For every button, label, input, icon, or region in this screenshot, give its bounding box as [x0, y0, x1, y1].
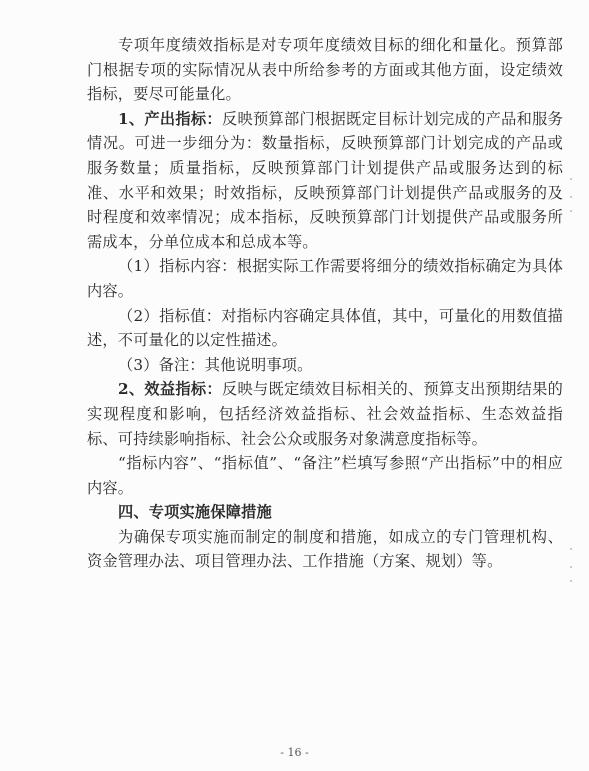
benefit-indicator-heading: 2、效益指标： [118, 380, 222, 399]
output-indicator-body: 反映预算部门根据既定目标计划完成的产品和服务情况。可进一步细分为：数量指标，反映预算部门计划完成的产品或服务数量；质量指标，反映预算部门计划提供产品或服务达到的标准、水平和效果；时效指标，反映预算部门计划提供产品或服务的及时程度和效率情况；成本指标，反映预算部门计划提供产品或服务所需成本，分单位成本和总成本等。 [87, 109, 563, 251]
section-four-body: 为确保专项实施而制定的制度和措施，如成立的专门管理机构、资金管理办法、项目管理办法、工作措施（方案、规划）等。 [87, 527, 563, 571]
reference-note-paragraph: “指标内容”、“指标值”、“备注”栏填写参照“产出指标”中的相应内容。 [87, 454, 563, 497]
output-indicator-paragraph [87, 107, 563, 255]
remarks-item: （3）备注：其他说明事项。 [118, 355, 313, 374]
scan-mark-dot [570, 548, 572, 550]
scan-mark-dot [570, 196, 572, 198]
scan-mark-dot [570, 178, 572, 180]
scan-mark-dot [570, 580, 572, 582]
page-number: - 16 - [280, 746, 309, 759]
scan-mark-dot [570, 210, 572, 212]
intro-paragraph: 专项年度绩效指标是对专项年度绩效目标的细化和量化。预算部门根据专项的实际情况从表中所给参考的方面或其他方面，设定绩效指标，要尽可能量化。 [87, 36, 563, 104]
document-body [87, 33, 563, 574]
benefit-indicator-paragraph [87, 377, 563, 451]
scan-mark-dot [570, 566, 572, 568]
indicator-content-item: （1）指标内容：根据实际工作需要将细分的绩效指标确定为具体内容。 [87, 257, 563, 300]
indicator-value-item: （2）指标值：对指标内容确定具体值，其中，可量化的用数值描述，不可量化的以定性描述。 [87, 306, 563, 350]
output-indicator-heading: 1、产出指标： [118, 109, 222, 128]
benefit-indicator-body: 反映与既定绩效目标相关的、预算支出预期结果的实现程度和影响，包括经济效益指标、社会效益指标、生态效益指标、可持续影响指标、社会公众或服务对象满意度指标等。 [87, 380, 563, 448]
section-four-heading: 四、专项实施保障措施 [118, 503, 272, 522]
